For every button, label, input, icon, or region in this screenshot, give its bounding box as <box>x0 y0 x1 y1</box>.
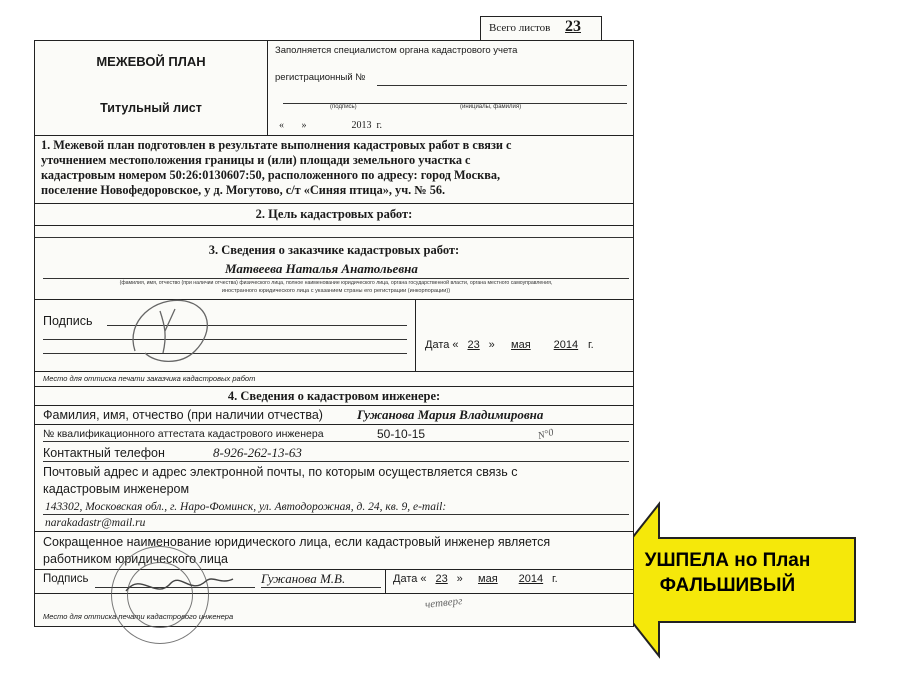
engineer-fio-label: Фамилия, имя, отчество (при наличии отчества) <box>43 408 323 422</box>
callout-line2: ФАЛЬШИВЫЙ <box>659 575 796 596</box>
registration-date: « » 2013 г. <box>279 120 382 131</box>
org-label-line1: Сокращенное наименование юридического лица, если кадастровый инженер является <box>43 535 551 549</box>
customer-caption-1: (фамилия, имя, отчество (при наличии отчества) физического лица, полное наименование юридического лица, органа государственной власти, органа местного самоуправления, <box>119 280 553 286</box>
customer-stamp-place: Место для оттиска печати заказчика кадастровых работ <box>43 374 256 383</box>
boundary-plan-document <box>34 40 634 627</box>
address-label-line2: кадастровым инженером <box>43 482 190 496</box>
engineer-date: Дата « 23 » мая 2014 г. <box>393 573 558 585</box>
address-value <box>45 499 446 531</box>
customer-name: Матвеева Наталья Анатольевна <box>225 261 418 276</box>
address-label <box>43 464 517 498</box>
engineer-fio-value: Гужанова Мария Владимировна <box>357 407 544 422</box>
engineer-stamp-place: Место для оттиска печати кадастрового инженера <box>43 612 234 621</box>
engineer-date-month: мая <box>478 573 498 585</box>
section1-text <box>41 138 631 198</box>
section1-line1: 1. Межевой план подготовлен в результате выполнения кадастровых работ в связи с <box>41 138 512 152</box>
plan-title: МЕЖЕВОЙ ПЛАН <box>96 54 206 69</box>
sheets-count-label: Всего листов <box>489 22 551 34</box>
handwritten-page-mark: N°0 <box>536 427 555 442</box>
title-sheet-label: Титульный лист <box>100 101 202 115</box>
callout-text <box>605 548 850 598</box>
customer-date-month: мая <box>511 339 531 351</box>
engineer-date-day: 23 <box>435 573 448 585</box>
section2-title: 2. Цель кадастровых работ: <box>255 207 413 221</box>
customer-date-year: 2014 <box>553 339 579 351</box>
sheets-count-value: 23 <box>565 18 581 35</box>
address-value-line1: 143302, Московская обл., г. Наро-Фоминск, ул. Автодорожная, д. 24, кв. 9, e-mail: <box>45 501 447 513</box>
certificate-value: 50-10-15 <box>377 427 426 441</box>
section1-line3: кадастровым номером 50:26:0130607:50, расположенного по адресу: город Москва, <box>41 168 501 182</box>
customer-caption-2: иностранного юридического лица с указанием страны его регистрации (инкорпорации)) <box>221 288 451 294</box>
cadastral-fill-note: Заполняется специалистом органа кадастрового учета <box>275 45 518 56</box>
section1-line2: уточнением местоположения границы и (или) площади земельного участка с <box>41 153 471 167</box>
registration-label: регистрационный № <box>275 72 366 83</box>
sheets-count-box <box>480 16 602 42</box>
phone-label: Контактный телефон <box>43 446 165 460</box>
customer-date: Дата « 23 » мая 2014 г. <box>425 339 594 351</box>
initials-caption: (инициалы, фамилия) <box>460 104 522 110</box>
customer-date-suffix: г. <box>587 339 594 351</box>
handwritten-margin-note: четверг <box>424 595 463 611</box>
customer-date-day: 23 <box>467 339 480 351</box>
address-value-line2: narakadastr@mail.ru <box>45 517 146 529</box>
customer-signature-label: Подпись <box>43 314 93 328</box>
callout-line1: УШПЕЛА но План <box>644 550 811 571</box>
engineer-signature-scribble <box>121 561 241 611</box>
engineer-signature-name: Гужанова М.В. <box>261 571 346 586</box>
address-label-line1: Почтовый адрес и адрес электронной почты, по которым осуществляется связь с <box>43 465 518 479</box>
certificate-label: № квалификационного аттестата кадастрового инженера <box>43 428 324 440</box>
customer-signature-scribble <box>115 291 225 371</box>
engineer-signature-label: Подпись <box>43 573 89 585</box>
engineer-date-year: 2014 <box>518 573 544 585</box>
section1-line4: поселение Новофедоровское, у д. Могутово, с/т «Синяя птица», уч. № 56. <box>41 183 446 197</box>
sign-caption: (подпись) <box>330 104 357 110</box>
engineer-date-label: Дата « <box>393 573 427 585</box>
phone-value: 8-926-262-13-63 <box>213 445 302 460</box>
org-label <box>43 534 550 568</box>
section3-title: 3. Сведения о заказчике кадастровых работ: <box>208 243 460 257</box>
customer-date-label: Дата « <box>425 339 459 351</box>
section4-title: 4. Сведения о кадастровом инженере: <box>227 389 441 403</box>
org-label-line2: работником юридического лица <box>43 552 228 566</box>
engineer-date-suffix: г. <box>551 573 558 585</box>
